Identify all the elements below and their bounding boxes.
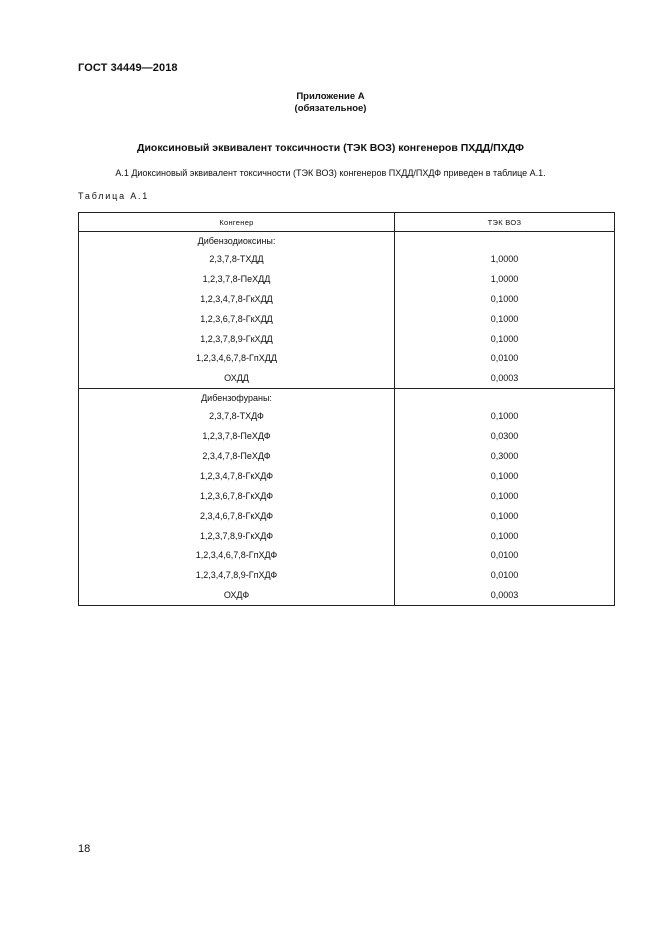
congener-name: ОХДФ bbox=[79, 585, 395, 605]
congener-name: ОХДД bbox=[79, 368, 395, 388]
group-header-row bbox=[79, 389, 615, 407]
congener-name: 1,2,3,4,7,8-ГкХДФ bbox=[79, 466, 395, 486]
tek-value: 0,0100 bbox=[395, 565, 615, 585]
congener-name: 1,2,3,7,8,9-ГкХДД bbox=[79, 329, 395, 349]
tek-value: 0,1000 bbox=[395, 309, 615, 329]
table-row bbox=[79, 446, 615, 466]
appendix-heading bbox=[0, 91, 661, 115]
table-row bbox=[79, 289, 615, 309]
congener-name: 1,2,3,6,7,8-ГкХДД bbox=[79, 309, 395, 329]
appendix-subtitle: (обязательное) bbox=[294, 103, 367, 114]
congener-name: 2,3,7,8-ТХДД bbox=[79, 249, 395, 269]
column-header-congener: Конгенер bbox=[79, 213, 395, 232]
congener-name: 1,2,3,7,8-ПеХДФ bbox=[79, 426, 395, 446]
congener-name: 1,2,3,7,8-ПеХДД bbox=[79, 269, 395, 289]
table-row bbox=[79, 309, 615, 329]
tek-value: 1,0000 bbox=[395, 249, 615, 269]
congener-name: 1,2,3,6,7,8-ГкХДФ bbox=[79, 486, 395, 506]
tek-value: 0,1000 bbox=[395, 466, 615, 486]
tek-value: 0,3000 bbox=[395, 446, 615, 466]
tek-value: 0,1000 bbox=[395, 406, 615, 426]
group-header-row bbox=[79, 232, 615, 250]
table-row bbox=[79, 329, 615, 349]
table-row bbox=[79, 426, 615, 446]
congener-name: 1,2,3,4,6,7,8-ГпХДФ bbox=[79, 545, 395, 565]
tek-value: 0,0100 bbox=[395, 545, 615, 565]
congener-name: 1,2,3,4,7,8,9-ГпХДФ bbox=[79, 565, 395, 585]
congener-name: 2,3,4,7,8-ПеХДФ bbox=[79, 446, 395, 466]
tek-value: 1,0000 bbox=[395, 269, 615, 289]
section-title: Диоксиновый эквивалент токсичности (ТЭК ВОЗ) конгенеров ПХДД/ПХДФ bbox=[136, 142, 525, 154]
tek-value: 0,1000 bbox=[395, 506, 615, 526]
table-row bbox=[79, 269, 615, 289]
tek-value: 0,0100 bbox=[395, 348, 615, 368]
congener-name: 1,2,3,7,8,9-ГкХДФ bbox=[79, 526, 395, 546]
group-label: Дибензофураны: bbox=[79, 389, 395, 407]
table-row bbox=[79, 585, 615, 605]
table-row bbox=[79, 486, 615, 506]
tek-value: 0,1000 bbox=[395, 329, 615, 349]
tek-value: 0,1000 bbox=[395, 289, 615, 309]
table-row bbox=[79, 348, 615, 368]
tek-value: 0,1000 bbox=[395, 526, 615, 546]
tek-value: 0,1000 bbox=[395, 486, 615, 506]
tek-value: 0,0003 bbox=[395, 585, 615, 605]
table-row bbox=[79, 249, 615, 269]
table-row bbox=[79, 545, 615, 565]
intro-paragraph: А.1 Диоксиновый эквивалент токсичности (ТЭК ВОЗ) конгенеров ПХДД/ПХДФ приведен в таблице А.1. bbox=[115, 168, 546, 178]
congener-name: 2,3,7,8-ТХДФ bbox=[79, 406, 395, 426]
table-row bbox=[79, 466, 615, 486]
congener-name: 2,3,4,6,7,8-ГкХДФ bbox=[79, 506, 395, 526]
table-row bbox=[79, 406, 615, 426]
table-header-row bbox=[79, 213, 615, 232]
group-value-empty bbox=[395, 389, 615, 407]
group-value-empty bbox=[395, 232, 615, 250]
congener-table bbox=[78, 212, 615, 606]
table-row bbox=[79, 368, 615, 388]
tek-value: 0,0003 bbox=[395, 368, 615, 388]
document-code: ГОСТ 34449—2018 bbox=[78, 62, 178, 74]
page-number: 18 bbox=[78, 843, 91, 855]
tek-value: 0,0300 bbox=[395, 426, 615, 446]
table-caption: Таблица А.1 bbox=[78, 191, 150, 201]
table-row bbox=[79, 526, 615, 546]
group-label: Дибензодиоксины: bbox=[79, 232, 395, 250]
appendix-title: Приложение А bbox=[296, 91, 365, 102]
table-row bbox=[79, 565, 615, 585]
congener-name: 1,2,3,4,6,7,8-ГпХДД bbox=[79, 348, 395, 368]
congener-name: 1,2,3,4,7,8-ГкХДД bbox=[79, 289, 395, 309]
table-row bbox=[79, 506, 615, 526]
column-header-tek: ТЭК ВОЗ bbox=[395, 213, 615, 232]
